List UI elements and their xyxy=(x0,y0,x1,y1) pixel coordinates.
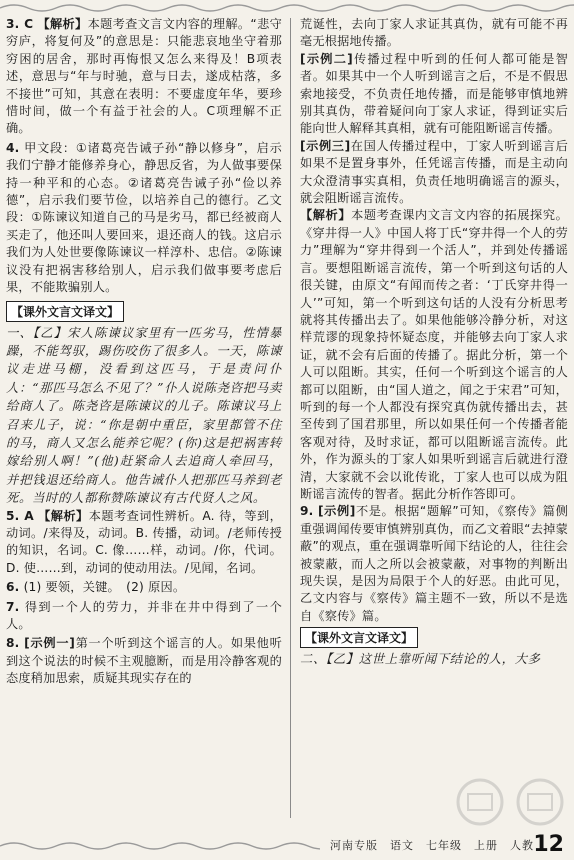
answer-3-text: 本题考查文言文内容的理解。“悲守穷庐，将复何及”的意思是：只能悲哀地坐守着那穷困的居舍，那时再悔恨又怎么来得及！B项表述，意思与“年与时驰，意与日去，遂成枯落，多不接世”可知，其意在表明：不要虚度年华，要珍惜时间，做一个有益于社会的人。C项理解不正确。 xyxy=(6,17,282,136)
answer-8-text: 第一个听到这个谣言的人。如果他听到这个说法的时候不主观臆断，而是用冷静客观的态度稍加思索，质疑其现实存在的 xyxy=(6,636,283,686)
translation-2-text: 二、【乙】这世上靠听闻下结论的人，大多 xyxy=(300,651,541,667)
translation-header-1: 【课外文言文译文】 xyxy=(6,301,124,322)
example-2-tag: [示例二] xyxy=(300,51,353,66)
answer-7-text: 得到一个人的劳力，并非在井中得到了一个人。 xyxy=(6,599,282,631)
analysis-tag: 【解析】 xyxy=(37,17,88,31)
example-3-text: 在国人传播过程中，丁家人听到谣言后如果不是置身事外，任凭谣言传播，而是主动向大众澄清事实真相，负责任地明确谣言的源头，就会阻断谣言流传。 xyxy=(300,138,569,206)
translation-1-text: 一、【乙】宋人陈谏议家里有一匹劣马，性情暴躁，不能驾驭，踢伤咬伤了很多人。一天，陈谏议走进马棚，没看到这匹马，于是责问仆人：“那匹马怎么不见了？”仆人说陈尧咨把马卖给商人了。陈尧咨是陈谏议的儿子。陈谏议马上召来儿子，说：“你是朝中重臣，家里都管不住的马，商人又怎么能养它呢？(你)这是把祸害转嫁给别人啊！”(他)赶紧命人去追商人牵回马，并把钱退还给商人。他告诫仆人把那匹马养到老死。当时的人都称赞陈谏议有古代贤人之风。 xyxy=(6,324,282,506)
answer-7-number: 7. xyxy=(6,599,20,614)
example-2-text: 传播过程中听到的任何人都可能是智者。如果其中一个人听到谣言之后，不是不假思索地接受，不负责任地传播，而是能够审慎地辨别其真伪，带着疑问向丁家人求证，得到证实后能向世人解释其真相，就有可能阻断谣言传播。 xyxy=(300,51,568,136)
right-column xyxy=(300,16,568,669)
page-number: 12 xyxy=(533,832,564,857)
answer-6-number: 6. xyxy=(6,580,20,595)
analysis-tag: 【解析】 xyxy=(300,208,352,223)
page-footer xyxy=(0,832,574,860)
example-2 xyxy=(300,51,568,138)
analysis-tag: 【解析】 xyxy=(38,508,89,523)
answer-5 xyxy=(6,508,282,578)
watermark-logo-icon xyxy=(450,772,570,832)
answer-3-number: 3. C xyxy=(6,17,34,31)
answer-8 xyxy=(6,635,282,687)
example-tag: [示例一] xyxy=(24,636,76,651)
answer-9-text: 不是。根据“题解”可知，《察传》篇侧重强调闻传要审慎辨别真伪，而乙文着眼“去掉蒙蔽”的观点，重在强调靠听闻下结论的人，往往会被蒙蔽，而人之所以会被蒙蔽，对事物的判断出现失误，是因为局限于个人的好恶。由此可见，乙文内容与《察传》篇主题不一致，所以不是选自《察传》篇。 xyxy=(300,504,568,623)
answer-4 xyxy=(6,140,282,297)
answer-7 xyxy=(6,599,282,634)
answer-6 xyxy=(6,579,282,596)
answer-8-continuation: 荒诞性，去向丁家人求证其真伪，就有可能不再毫无根据地传播。 xyxy=(300,17,568,49)
analysis-8 xyxy=(300,207,568,503)
left-column xyxy=(6,16,282,690)
example-3-tag: [示例三] xyxy=(300,138,351,153)
answer-5-text: 本题考查词性辨析。A. 待，等到，动词。/来得及，动词。B. 传播，动词。/老师传授的知识，名词。C. 像……样，动词。/你，代词。D. 使……到，动词的使动用法。/见闻，名词。 xyxy=(6,508,282,575)
answer-4-number: 4. xyxy=(6,140,20,155)
answer-5-number: 5. A xyxy=(6,508,34,523)
answer-3 xyxy=(6,16,282,138)
example-tag: [示例] xyxy=(318,504,356,519)
translation-header-2: 【课外文言文译文】 xyxy=(300,627,418,648)
answer-8-number: 8. xyxy=(6,636,20,651)
answer-9-number: 9. xyxy=(300,504,314,519)
answer-6-text: (1) 要领，关键。 (2) 原因。 xyxy=(23,580,186,595)
column-divider xyxy=(290,18,291,818)
example-3 xyxy=(300,138,568,208)
answer-4-text: 甲文段：①诸葛亮告诫子孙“静以修身”，启示我们宁静才能修养身心，静思反省，为人做事要保持一种平和的心态。②诸葛亮告诫子孙“俭以养德”，启示我们要节俭，以培养自己的德行。乙文段：①陈谏议知道自己的马是劣马，都已经被商人买走了，他还叫人要回来，退还商人的钱。这启示我们为人处世要像陈谏议一样淳朴、忠信。②陈谏议没有把祸害移给别人，启示我们做事要考虑后果，不能欺骗别人。 xyxy=(6,140,282,295)
footer-edition-label: 河南专版 语文 七年级 上册 人教 xyxy=(330,839,534,852)
answer-9 xyxy=(300,503,568,625)
bottom-wave-border xyxy=(0,836,320,856)
analysis-8-text: 本题考查课内文言文内容的拓展探究。《穿井得一人》中国人将丁氏“穿井得一个人的劳力”理解为“穿井得到一个活人”，并到处传播谣言。要想阻断谣言流传，第一个听到这句话的人很关键，由原文“有闻而传之者：‘丁氏穿井得一人’”可知，第一个听到这句话的人没有分析思考就将其传播出去了。如果他能够冷静分析，对这样荒谬的现象持怀疑态度，并能够去向丁家人求证，就不会有后面的传播了。据此分析，第一个人可以阻断。其实，任何一个听到这个谣言的人都可以阻断，由“国人道之，闻之于宋君”可知，听到的每一个人都没有探究真伪就传播出去，甚至传到了国君那里，所以如果任何一个传播者能客观对待，及时求证，都可以阻断谣言流传。此外，作为源头的丁家人如果听到谣言后就进行澄清，大家就不会以讹传讹，丁家人也可以成为阻断谣言流传的智者。据此分析作答即可。 xyxy=(300,208,568,501)
